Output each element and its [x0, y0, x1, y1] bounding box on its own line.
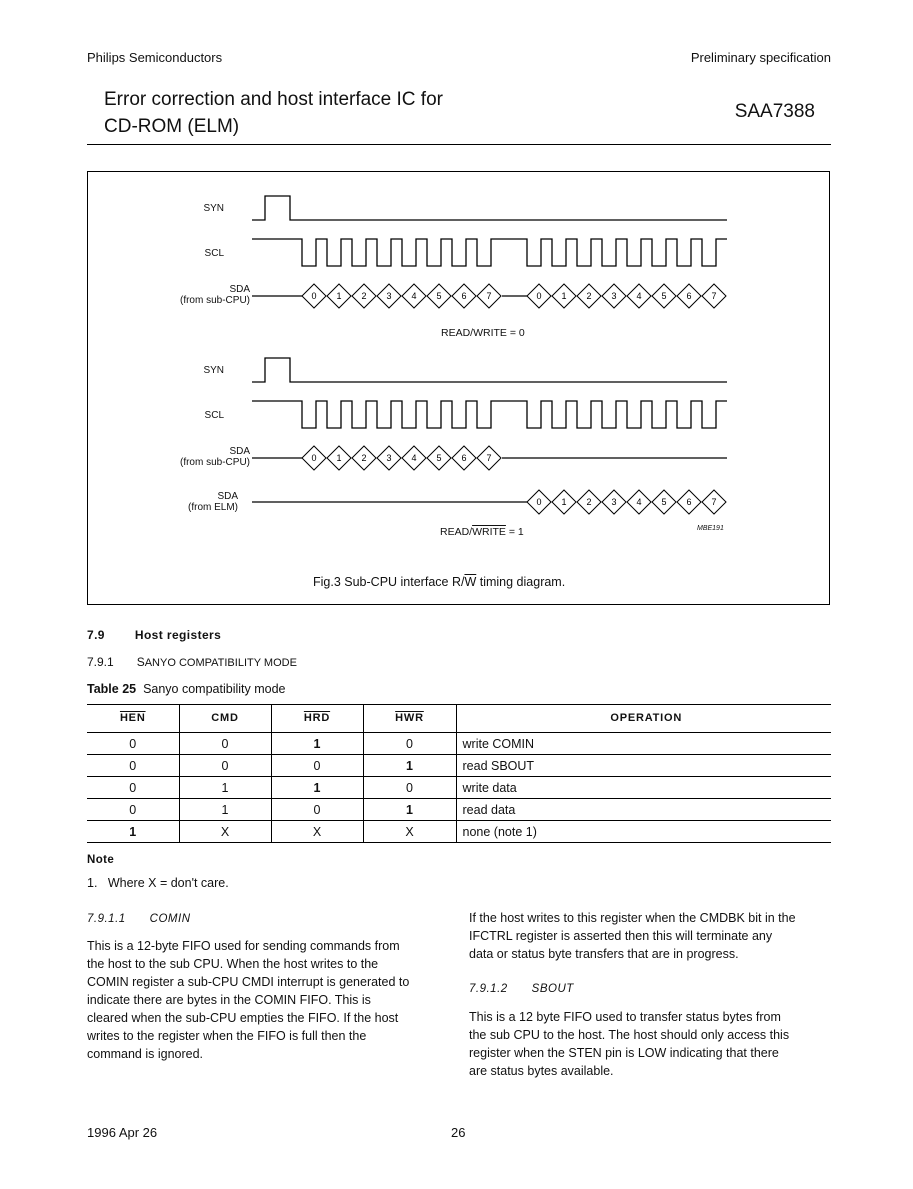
- comin-line: indicate there are bytes in the COMIN FIFO. This is: [87, 993, 371, 1007]
- d2-sda1-label: SDA: [229, 446, 250, 457]
- cell-cmd: 1: [179, 799, 271, 821]
- cell-hrd: X: [271, 821, 363, 843]
- d2-sda-elm-bit-label: 6: [686, 497, 692, 507]
- section-number: 7.9: [87, 628, 105, 642]
- d2-sda-sub-bit-label: 3: [386, 453, 392, 463]
- d1-sda-source: (from sub-CPU): [179, 295, 250, 306]
- sanyo-mode-table: [87, 704, 831, 843]
- cell-hwr: 1: [363, 755, 456, 777]
- d2-sda2-label: SDA: [217, 491, 238, 502]
- comin-title: COMIN: [149, 913, 191, 925]
- cell-operation: none (note 1): [456, 821, 831, 843]
- d1-sda-first-bit-label: 4: [411, 291, 417, 301]
- d2-rw-prefix: READ/: [440, 526, 473, 538]
- cell-cmd: 1: [179, 777, 271, 799]
- continuation-line: If the host writes to this register when the CMDBK bit in the: [469, 911, 796, 925]
- d1-sda-second-bit-label: 2: [586, 291, 592, 301]
- d2-sda-sub-bit-label: 2: [361, 453, 367, 463]
- table-caption-text: Sanyo compatibility mode: [143, 682, 286, 696]
- d2-sda-elm-bit-label: 5: [661, 497, 667, 507]
- cell-hen: 0: [87, 777, 179, 799]
- caption-overline: $\overline{W}$: [464, 575, 477, 589]
- table-row: [87, 733, 831, 755]
- d1-sda-label: SDA: [229, 284, 250, 295]
- d2-syn-label: SYN: [203, 365, 224, 376]
- sbout-heading: [469, 983, 574, 995]
- d1-scl-label: SCL: [204, 248, 224, 259]
- table-row: [87, 777, 831, 799]
- col-cmd: CMD: [179, 704, 271, 733]
- syn-waveform: [252, 196, 727, 220]
- table-header-row: [87, 704, 831, 733]
- cell-operation: read SBOUT: [456, 755, 831, 777]
- d2-sda-sub-bit-label: 6: [461, 453, 467, 463]
- comin-heading: [87, 913, 191, 925]
- figure-caption: [313, 575, 565, 589]
- cell-cmd: 0: [179, 755, 271, 777]
- subsection-title-initial: S: [136, 655, 145, 669]
- d1-syn-label: SYN: [203, 203, 224, 214]
- d1-sda-first-bit-label: 7: [486, 291, 492, 301]
- cell-cmd: X: [179, 821, 271, 843]
- d2-sda-elm-bit-label: 2: [586, 497, 592, 507]
- cell-hrd: 0: [271, 755, 363, 777]
- comin-line: COMIN register a sub-CPU CMDI interrupt is generated to: [87, 975, 410, 989]
- d1-sda-first-bit-label: 0: [311, 291, 317, 301]
- sbout-paragraph: [469, 1008, 789, 1080]
- table-row: [87, 799, 831, 821]
- comin-line: writes to the register when the FIFO is full then the: [87, 1029, 367, 1043]
- cell-hrd: 1: [271, 777, 363, 799]
- d2-sda1-source: (from sub-CPU): [179, 457, 250, 468]
- cell-operation: read data: [456, 799, 831, 821]
- table-row: [87, 821, 831, 843]
- cell-hrd: 1: [271, 733, 363, 755]
- col-hwr: [363, 704, 456, 733]
- scl-waveform: [252, 239, 727, 266]
- d1-sda-second-bit-label: 1: [561, 291, 567, 301]
- sbout-line: register when the STEN pin is LOW indicating that there: [469, 1046, 779, 1060]
- table-row: [87, 755, 831, 777]
- d1-sda-first-bit-label: 2: [361, 291, 367, 301]
- cell-hen: 0: [87, 733, 179, 755]
- sbout-title: SBOUT: [531, 983, 574, 995]
- d2-rw-suffix: = 1: [505, 526, 524, 538]
- cell-hwr: 1: [363, 799, 456, 821]
- comin-paragraph: [87, 937, 409, 1063]
- d2-sda2-source: (from ELM): [188, 502, 238, 513]
- d2-sda-sub-bit-label: 4: [411, 453, 417, 463]
- col-hen: [87, 704, 179, 733]
- d1-sda-first-bit-label: 5: [436, 291, 442, 301]
- d1-sda-first-bit-label: 6: [461, 291, 467, 301]
- d1-sda-second-bit-label: 3: [611, 291, 617, 301]
- sbout-number: 7.9.1.2: [469, 983, 508, 995]
- d1-sda-first-bit-label: 3: [386, 291, 392, 301]
- col-operation: OPERATION: [456, 704, 831, 733]
- page-number: 26: [451, 1125, 466, 1140]
- section-title: Host registers: [134, 628, 222, 642]
- cell-hrd: 0: [271, 799, 363, 821]
- sbout-line: are status bytes available.: [469, 1064, 614, 1078]
- d2-sda-elm-bit-label: 3: [611, 497, 617, 507]
- d1-sda-second-bit-label: 7: [711, 291, 717, 301]
- cell-hen: 0: [87, 755, 179, 777]
- syn-waveform: [252, 358, 727, 382]
- comin-line: cleared when the sub-CPU empties the FIFO. If the host: [87, 1011, 399, 1025]
- document-type: Preliminary specification: [690, 50, 831, 65]
- title-line-2: CD-ROM (ELM): [104, 116, 240, 137]
- d2-sda-elm-bit-label: 0: [536, 497, 542, 507]
- d1-sda-first-bit-label: 1: [336, 291, 342, 301]
- subsection-heading: [87, 655, 297, 669]
- continuation-line: data or status byte transfers that are in progress.: [469, 947, 739, 961]
- cell-hwr: X: [363, 821, 456, 843]
- col-hwr-text: $\overline{HWR}$: [395, 712, 424, 724]
- sbout-line: This is a 12 byte FIFO used to transfer status bytes from: [469, 1010, 781, 1024]
- cell-operation: write data: [456, 777, 831, 799]
- d2-rw-overline: WRITE: [472, 526, 506, 538]
- sbout-line: the sub CPU to the host. The host should only access this: [469, 1028, 790, 1042]
- table-caption: [87, 682, 286, 696]
- d1-sda-second-bit-label: 4: [636, 291, 642, 301]
- note-heading: Note: [87, 854, 115, 866]
- d2-sda-sub-bit-label: 0: [311, 453, 317, 463]
- d2-sda-elm-bit-label: 7: [711, 497, 717, 507]
- figure-code: MBE191: [697, 525, 724, 532]
- title-line-1: Error correction and host interface IC for: [104, 89, 443, 110]
- col-hen-text: $\overline{HEN}$: [119, 712, 146, 724]
- d1-sda-second-bit-label: 0: [536, 291, 542, 301]
- comin-line: command is ignored.: [87, 1047, 204, 1061]
- continuation-line: IFCTRL register is asserted then this will terminate any: [469, 929, 773, 943]
- d1-rw-label: READ/WRITE = 0: [441, 327, 525, 339]
- d1-sda-second-bit-label: 6: [686, 291, 692, 301]
- cell-hwr: 0: [363, 733, 456, 755]
- comin-line: the host to the sub CPU. When the host writes to the: [87, 957, 379, 971]
- comin-line: This is a 12-byte FIFO used for sending commands from: [87, 939, 400, 953]
- d2-sda-sub-bit-label: 7: [486, 453, 492, 463]
- table-number: Table 25: [87, 682, 137, 696]
- caption-prefix: Fig.3 Sub-CPU interface R/: [313, 575, 465, 589]
- caption-suffix: timing diagram.: [476, 575, 566, 589]
- subsection-title-rest: ANYO COMPATIBILITY MODE: [144, 657, 297, 669]
- d2-sda-elm-bit-label: 1: [561, 497, 567, 507]
- d1-sda-second-bit-label: 5: [661, 291, 667, 301]
- d2-scl-label: SCL: [204, 410, 224, 421]
- section-heading: [87, 628, 221, 642]
- scl-waveform: [252, 401, 727, 428]
- col-hrd: [271, 704, 363, 733]
- d2-sda-sub-bit-label: 5: [436, 453, 442, 463]
- subsection-number: 7.9.1: [87, 655, 114, 669]
- comin-number: 7.9.1.1: [87, 913, 126, 925]
- note-item: 1. Where X = don't care.: [87, 876, 229, 890]
- cell-operation: write COMIN: [456, 733, 831, 755]
- company-name: Philips Semiconductors: [87, 50, 223, 65]
- col-hrd-text: $\overline{HRD}$: [303, 712, 331, 724]
- cell-hwr: 0: [363, 777, 456, 799]
- part-number: SAA7388: [734, 101, 815, 122]
- footer-date: 1996 Apr 26: [87, 1125, 158, 1140]
- d2-sda-elm-bit-label: 4: [636, 497, 642, 507]
- cell-cmd: 0: [179, 733, 271, 755]
- d2-sda-sub-bit-label: 1: [336, 453, 342, 463]
- cell-hen: 0: [87, 799, 179, 821]
- comin-continuation: [469, 909, 796, 963]
- cell-hen: 1: [87, 821, 179, 843]
